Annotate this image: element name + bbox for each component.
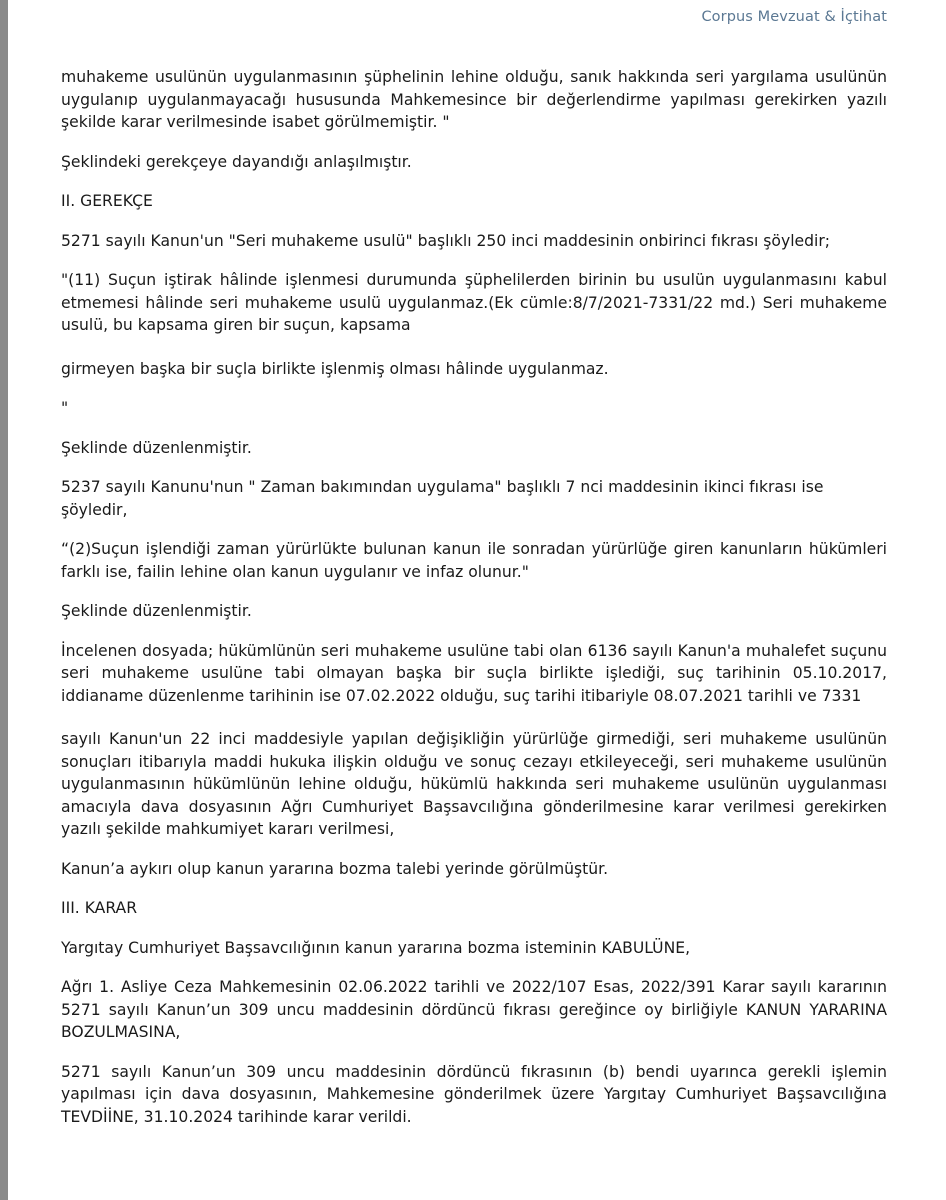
paragraph-law-5271-intro: 5271 sayılı Kanun'un "Seri muhakeme usulü" başlıklı 250 inci maddesinin onbirinci fıkrası şöyledir;: [61, 231, 831, 250]
paragraph-law-5271-quote-cont: girmeyen başka bir suçla birlikte işlenmiş olması hâlinde uygulanmaz.: [61, 359, 609, 378]
paragraph-decision-reverse: Ağrı 1. Asliye Ceza Mahkemesinin 02.06.2022 tarihli ve 2022/107 Esas, 2022/391 Karar sayılı kararının 5271 sayılı Kanun’un 309 uncu maddesinin dördüncü fıkrası gereğince oy birliğiyle KANUN YARARINA BOZULMASINA,: [61, 978, 887, 1041]
document-body: [61, 66, 887, 1145]
paragraph-law-5237-intro: 5237 sayılı Kanunu'nun " Zaman bakımından uygulama" başlıklı 7 nci maddesinin ikinci fıkrası ise şöyledir,: [61, 478, 824, 519]
paragraph-decision-accept: Yargıtay Cumhuriyet Başsavcılığının kanun yararına bozma isteminin KABULÜNE,: [61, 938, 691, 957]
page-left-edge: [0, 0, 8, 1200]
paragraph-decision-transfer: 5271 sayılı Kanun’un 309 uncu maddesinin dördüncü fıkrasının (b) bendi uyarınca gerekli işlemin yapılması için dava dosyasının, Mahkemesine gönderilmek üzere Yargıtay Cumhuriyet Başsavcılığına TEVDİİNE, 31.10.2024 tarihinde karar verildi.: [61, 1062, 887, 1126]
paragraph-prior-reasoning: muhakeme usulünün uygulanmasının şüphelinin lehine olduğu, sanık hakkında seri yargılama usulünün uygulanıp uygulanmayacağı hususunda Mahkemesince bir değerlendirme yapılması gerekirken yazılı şekilde karar verilmesinde isabet görülmemiştir. ": [61, 68, 887, 131]
paragraph-case-review-cont: sayılı Kanun'un 22 inci maddesiyle yapılan değişikliğin yürürlüğe girmediği, seri muhakeme usulünün sonuçları itibarıyla maddi hukuka ilişkin olduğu ve sonuç cezayı etkileyeceği, seri muhakeme usulünün uygulanmasının hükümlünün lehine olduğu, hükümlü hakkında seri muhakeme usulünün uygulanması amacıyla dava dosyasının Ağrı Cumhuriyet Başsavcılığına gönderilmesine karar verilmesi gerekirken yazılı şekilde mahkumiyet kararı verilmesi,: [61, 730, 887, 838]
paragraph-regulated-1: Şeklinde düzenlenmiştir.: [61, 438, 252, 457]
paragraph-conclusion: Kanun’a aykırı olup kanun yararına bozma talebi yerinde görülmüştür.: [61, 859, 609, 878]
paragraph-regulated-2: Şeklinde düzenlenmiştir.: [61, 602, 252, 620]
paragraph-quote-close: ": [61, 399, 69, 417]
header-brand: Corpus Mevzuat & İçtihat: [701, 9, 887, 25]
paragraph-case-review: İncelenen dosyada; hükümlünün seri muhakeme usulüne tabi olan 6136 sayılı Kanun'a muhalefet suçunu seri muhakeme usulüne tabi olmayan başka bir suçla birlikte işlediği, suç tarihinin 05.10.2017, iddianame düzenlenme tarihinin ise 07.02.2022 olduğu, suç tarihi itibariyle 08.07.2021 tarihli ve 7331: [61, 641, 887, 705]
paragraph-reasoning-summary: Şeklindeki gerekçeye dayandığı anlaşılmıştır.: [61, 152, 412, 171]
paragraph-law-5237-quote: “(2)Suçun işlendiği zaman yürürlükte bulunan kanun ile sonradan yürürlüğe giren kanunların hükümleri farklı ise, failin lehine olan kanun uygulanır ve infaz olunur.": [61, 540, 887, 581]
section-heading-karar: III. KARAR: [61, 899, 138, 917]
section-heading-gerekce: II. GEREKÇE: [61, 192, 153, 210]
paragraph-law-5271-quote: "(11) Suçun iştirak hâlinde işlenmesi durumunda şüphelilerden birinin bu usulün uygulanmasını kabul etmemesi hâlinde seri muhakeme usulü uygulanmaz.(Ek cümle:8/7/2021-7331/22 md.) Seri muhakeme usulü, bu kapsama giren bir suçun, kapsama: [61, 271, 887, 334]
